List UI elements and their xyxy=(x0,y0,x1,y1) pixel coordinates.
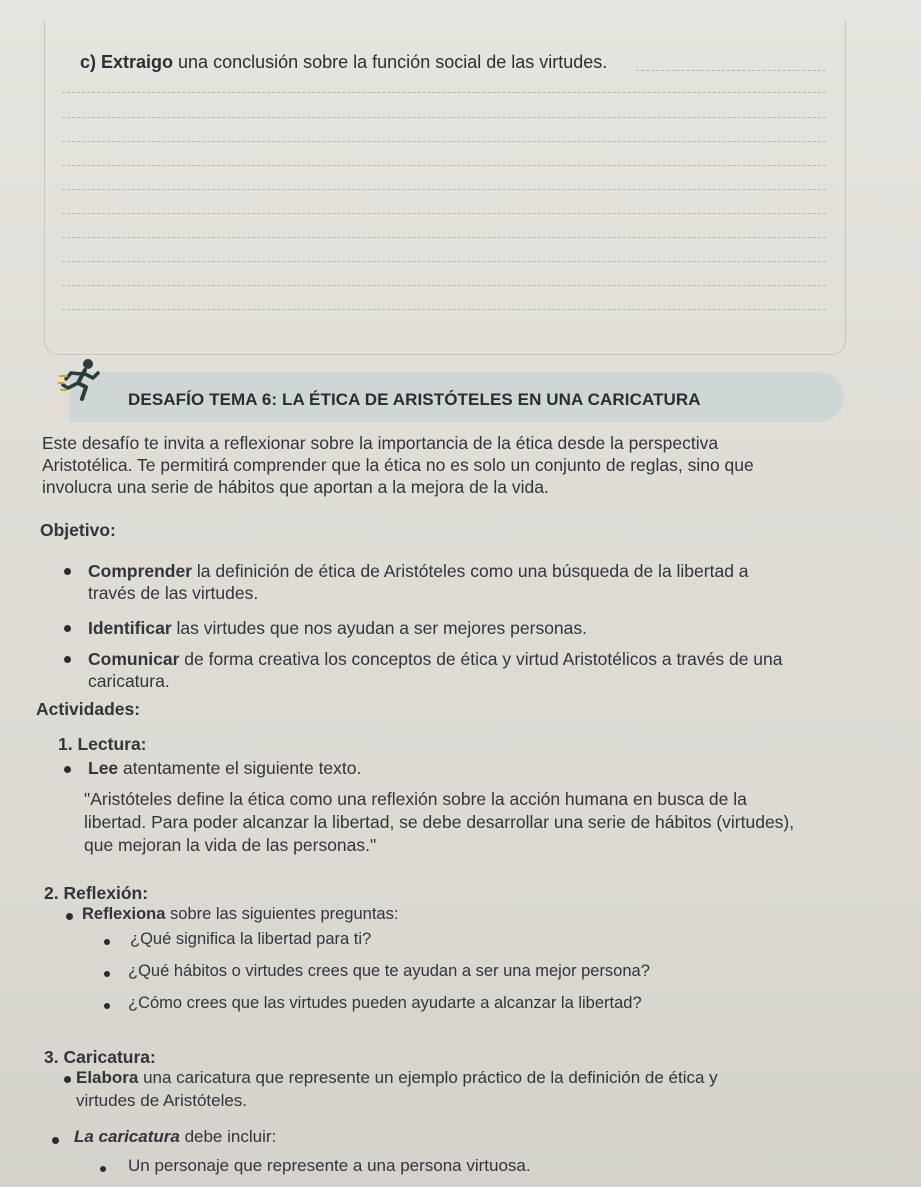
objetivo-item-cont: través de las virtudes. xyxy=(88,583,259,603)
caricatura-sub-item: Un personaje que represente a una persona virtuosa. xyxy=(128,1156,531,1175)
running-person-icon xyxy=(58,356,106,402)
bullet xyxy=(100,1166,106,1172)
bullet xyxy=(104,971,110,977)
objetivo-heading: Objetivo: xyxy=(40,520,116,540)
objetivo-item-cont: caricatura. xyxy=(88,671,170,691)
reflexion-verb: Reflexiona xyxy=(82,905,166,923)
bullet xyxy=(104,939,110,945)
actividades-heading: Actividades: xyxy=(36,699,141,719)
objetivo-item-text: la definición de ética de Aristóteles como una búsqueda de la libertad a xyxy=(192,561,749,581)
intro-line: Este desafío te invita a reflexionar sobre la importancia de la ética desde la perspectiva xyxy=(42,433,719,453)
lectura-verb: Lee xyxy=(88,758,119,778)
lectura-quote xyxy=(84,788,794,857)
caricatura-include-bold: La caricatura xyxy=(74,1127,180,1146)
answer-line[interactable] xyxy=(62,189,826,190)
objetivo-item-verb: Comprender xyxy=(88,561,193,581)
caricatura-text: una caricatura que represente un ejemplo práctico de la definición de ética y xyxy=(138,1068,718,1087)
reflexion-question: ¿Qué hábitos o virtudes crees que te ayudan a ser una mejor persona? xyxy=(128,962,650,980)
bullet xyxy=(64,625,71,632)
answer-line[interactable] xyxy=(62,165,826,166)
answer-line[interactable] xyxy=(62,285,826,286)
caricatura-verb: Elabora xyxy=(76,1068,139,1087)
quote-line: que mejoran la vida de las personas." xyxy=(84,835,377,855)
answer-line[interactable] xyxy=(62,141,826,142)
objetivo-item xyxy=(88,618,587,639)
bullet xyxy=(64,568,71,575)
objetivo-item-text: de forma creativa los conceptos de ética y virtud Aristotélicos a través de una xyxy=(179,649,783,669)
caricatura-instruction xyxy=(76,1068,718,1088)
lectura-heading: 1. Lectura: xyxy=(58,734,147,754)
intro-paragraph xyxy=(42,432,754,498)
caricatura-include xyxy=(74,1127,276,1147)
prompt-c-text: una conclusión sobre la función social de las virtudes. xyxy=(173,52,608,72)
lectura-instruction xyxy=(88,758,361,779)
objetivo-item xyxy=(88,561,749,582)
bullet xyxy=(64,1076,71,1083)
answer-line[interactable] xyxy=(62,213,826,214)
bullet xyxy=(52,1137,59,1144)
reflexion-question: ¿Qué significa la libertad para ti? xyxy=(130,930,372,948)
lectura-text: atentamente el siguiente texto. xyxy=(118,758,362,778)
reflexion-question: ¿Cómo crees que las virtudes pueden ayudarte a alcanzar la libertad? xyxy=(128,994,642,1012)
prompt-c xyxy=(80,52,607,73)
challenge-title: DESAFÍO TEMA 6: LA ÉTICA DE ARISTÓTELES EN UNA CARICATURA xyxy=(128,390,701,409)
objetivo-item-verb: Comunicar xyxy=(88,649,180,669)
objetivo-item-verb: Identificar xyxy=(88,618,172,638)
caricatura-heading: 3. Caricatura: xyxy=(44,1047,156,1067)
quote-line: libertad. Para poder alcanzar la libertad, se debe desarrollar una serie de hábitos (virtudes), xyxy=(84,812,795,832)
answer-line[interactable] xyxy=(62,261,826,262)
reflexion-heading: 2. Reflexión: xyxy=(44,883,149,903)
answer-line[interactable] xyxy=(62,92,826,93)
bullet xyxy=(64,656,71,663)
answer-line[interactable] xyxy=(62,117,826,118)
quote-line: "Aristóteles define la ética como una reflexión sobre la acción humana en busca de la xyxy=(84,789,747,809)
prompt-c-label: c) Extraigo xyxy=(80,52,174,72)
answer-line[interactable] xyxy=(62,309,826,310)
answer-line[interactable] xyxy=(62,237,826,238)
reflexion-text: sobre las siguientes preguntas: xyxy=(165,905,399,923)
intro-line: involucra una serie de hábitos que aportan a la mejora de la vida. xyxy=(42,477,549,497)
bullet xyxy=(64,766,71,773)
objetivo-item xyxy=(88,649,783,670)
caricatura-instruction-cont: virtudes de Aristóteles. xyxy=(76,1091,248,1110)
caricatura-include-text: debe incluir: xyxy=(179,1127,277,1146)
answer-line[interactable] xyxy=(636,70,826,71)
bullet xyxy=(66,913,73,920)
reflexion-instruction xyxy=(82,905,398,924)
bullet xyxy=(104,1003,110,1009)
objetivo-item-text: las virtudes que nos ayudan a ser mejores personas. xyxy=(171,618,588,638)
intro-line: Aristotélica. Te permitirá comprender que la ética no es solo un conjunto de reglas, sino que xyxy=(42,455,754,475)
